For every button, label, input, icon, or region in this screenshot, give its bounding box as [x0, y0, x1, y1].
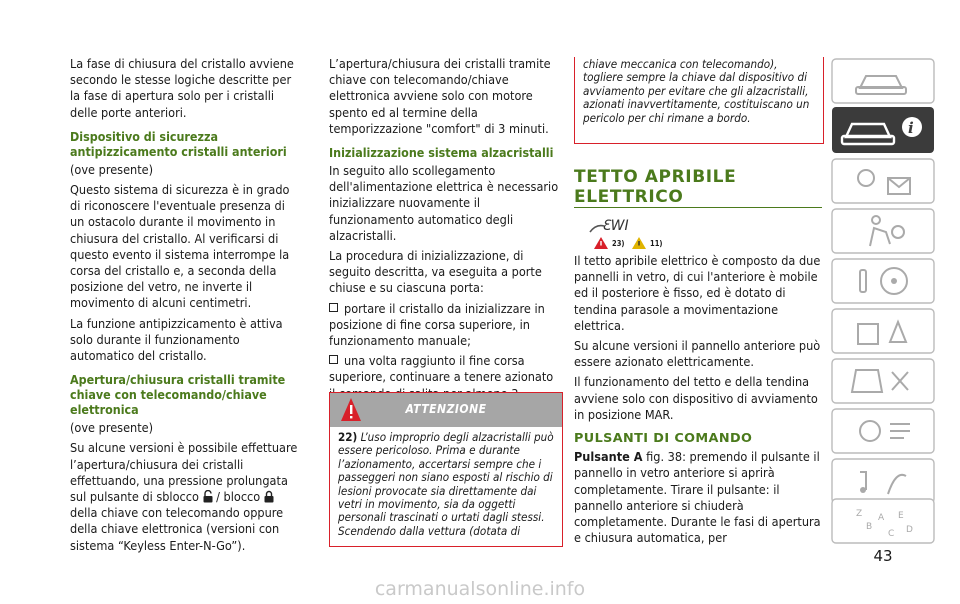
svg-text:E: E — [898, 511, 904, 521]
paragraph: La funzione antipizzicamento è attiva solo durante il funzionamento automatico del cristallo. — [70, 315, 283, 364]
warning-text — [330, 427, 562, 544]
text-span: della chiave con telecomando oppure della chiave elettronica (versioni con sistema “Keyless Enter-N-Go”). — [70, 505, 284, 553]
chapter-tab-safety[interactable] — [830, 206, 936, 256]
warning-lights-icon — [830, 156, 936, 206]
svg-text:B: B — [866, 522, 873, 532]
chapter-tab-starting-driving[interactable] — [830, 256, 936, 306]
warning-title: ATTENZIONE — [405, 402, 487, 416]
index-letters-icon — [830, 496, 936, 546]
servicing-icon — [830, 356, 936, 406]
chapter-tab-dashboard[interactable] — [830, 56, 936, 106]
bold-lead: Pulsante A — [574, 449, 643, 465]
paragraph: Su alcune versioni il pannello anteriore può essere azionato elettricamente. — [574, 338, 821, 370]
warning-number: 22) — [338, 430, 358, 444]
chapter-tab-servicing[interactable] — [830, 356, 936, 406]
technical-data-icon — [830, 406, 936, 456]
paragraph: L’apertura/chiusura dei cristalli tramite chiave con telecomando/chiave elettronica avviene solo con motore spento ed al termine della temporizzazione "comfort" di 3 minuti. — [329, 56, 551, 136]
warning-ref-icon — [594, 237, 608, 249]
paragraph: Il funzionamento del tetto e della tendina avviene solo con dispositivo di avviamento in posizione MAR. — [574, 374, 818, 422]
text-span: Su alcune versioni è possibile effettuare l’apertura/chiusura dei cristalli effettuando, una pressione prolungata sul pulsante di sblocco — [70, 440, 298, 505]
chapter-tab-emergency[interactable] — [830, 306, 936, 356]
safety-icon — [830, 206, 936, 256]
svg-text:i: i — [908, 119, 914, 137]
warning-ref-number: 23) — [612, 239, 625, 248]
unlock-icon — [203, 490, 213, 503]
bullet-text: una volta raggiunto il fine corsa superiore, continuare a tenere azionato — [329, 353, 554, 385]
dashboard-car-icon — [830, 56, 936, 106]
page-number: 43 — [873, 547, 893, 565]
paragraph — [574, 449, 822, 546]
title-divider — [574, 207, 822, 208]
paragraph — [70, 440, 298, 553]
note-ref-icon — [632, 237, 646, 249]
warning-text-continued: chiave meccanica con telecomando), togliere sempre la chiave dal dispositivo di avviamento per evitare che gli alzacristalli, azionati inavvertitamente, costituiscano un pericolo per chi rimane a bordo. — [583, 57, 810, 125]
svg-text:Z: Z — [856, 509, 863, 519]
chapter-tab-index[interactable] — [830, 496, 936, 546]
section-heading: Dispositivo di sicurezza antipizzicamento cristalli anteriori — [70, 128, 287, 159]
watermark-footer: carmanualsonline.info — [374, 578, 586, 600]
lock-icon — [264, 490, 274, 503]
warning-body: L’uso improprio degli alzacristalli può essere pericoloso. Prima e durante l’azionamento, accertarsi sempre che i passeggeri non siano esposti al rischio di lesioni provocate sia direttamente dai vetri in movimento, sia da oggetti personali trascinati o urtati dagli stessi. Scendendo dalla vettura (dotata di — [338, 430, 554, 538]
bullet-text: portare il cristallo da inizializzare in posizione di fine corsa superiore, in funzionamento manuale; — [329, 300, 545, 349]
svg-text:A: A — [878, 513, 885, 523]
paragraph: In seguito allo scollegamento dell'alimentazione elettrica è necessario inizializzare nuovamente il funzionamento automatico degli alzacristalli. — [329, 163, 559, 243]
emergency-icon — [830, 306, 936, 356]
column-1 — [70, 56, 298, 558]
chapter-title: TETTO APRIBILE ELETTRICO — [574, 167, 737, 207]
section-heading: PULSANTI DI COMANDO — [574, 431, 753, 447]
warning-box-continued — [574, 57, 824, 144]
paragraph: (ove presente) — [70, 161, 154, 177]
chapter-tab-warning-lights[interactable] — [830, 156, 936, 206]
car-info-icon — [830, 105, 936, 155]
text-span: / blocco — [216, 489, 261, 505]
paragraph: La fase di chiusura del cristallo avviene secondo le stesse logiche descritte per la fase di apertura solo per i cristalli delle porte anteriori. — [70, 56, 294, 120]
paragraph: Il tetto apribile elettrico è composto da due pannelli in vetro, di cui l'anteriore è mobile ed il posteriore è fisso, ed è dotato di tendina parasole a movimentazione elettrica. — [574, 253, 821, 333]
sunroof-symbol-icon — [588, 214, 636, 236]
bullet-square-icon — [329, 355, 338, 364]
column-2 — [329, 56, 561, 422]
paragraph: La procedura di inizializzazione, di seguito descritta, va eseguita a porte chiuse e su ciascuna porta: — [329, 248, 542, 296]
svg-text:ƐWI: ƐWI — [602, 218, 629, 234]
section-heading: Inizializzazione sistema alzacristalli — [329, 145, 554, 161]
section-heading: Apertura/chiusura cristalli tramite chiave con telecomando/chiave elettronica — [70, 372, 286, 418]
warning-header — [330, 393, 562, 427]
paragraph: (ove presente) — [70, 420, 154, 436]
svg-text:C: C — [888, 529, 895, 539]
note-ref-number: 11) — [650, 239, 663, 248]
text-span: fig. 38: premendo il pulsante il pannello in vetro anteriore si aprirà completamente. Tirare il pulsante: il pannello anteriore si chiuderà completamente. Durante le fasi di apertura e chiusura automatica, per — [574, 449, 821, 546]
paragraph: Questo sistema di sicurezza è in grado di riconoscere l'eventuale presenza di un ostacolo durante il movimento in chiusura del cristallo. Al verificarsi di questo evento il sistema interrompe la corsa del cristallo e, a seconda della posizione del vetro, ne inverte il movimento di alcuni centimetri. — [70, 182, 290, 311]
bullet-item — [329, 301, 561, 350]
warning-box — [329, 392, 563, 547]
steering-wheel-icon — [830, 256, 936, 306]
bullet-square-icon — [329, 303, 338, 312]
chapter-tab-knowing-car[interactable] — [830, 105, 936, 155]
chapter-tab-technical-data[interactable] — [830, 406, 936, 456]
column-3 — [574, 253, 822, 550]
svg-text:D: D — [906, 525, 913, 535]
